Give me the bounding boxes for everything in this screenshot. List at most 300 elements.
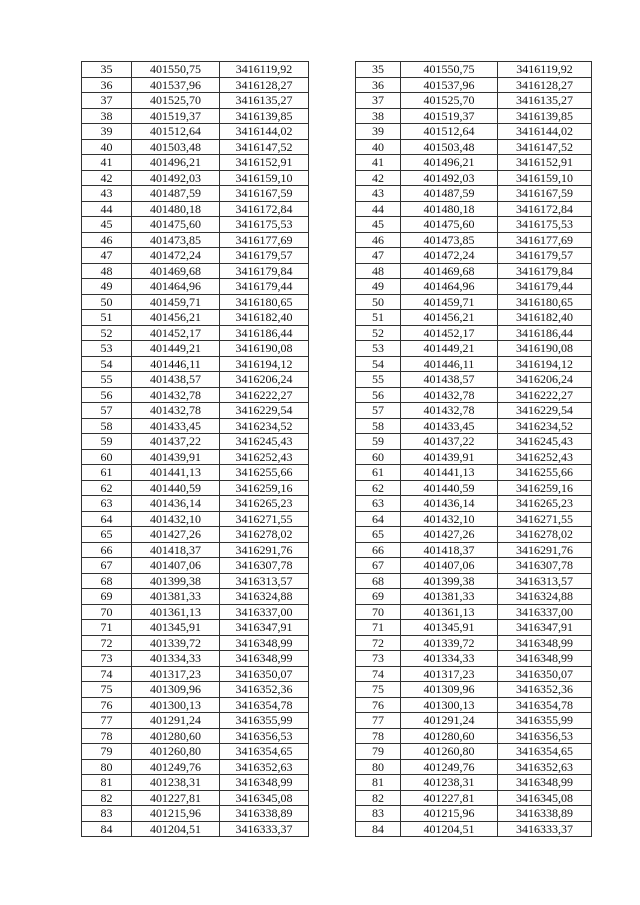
right-y-coordinate-cell: 3416338,89 [498,806,592,822]
table-row [82,325,592,341]
table-row [82,387,592,403]
table-row [82,449,592,465]
column-gap [309,108,356,124]
column-gap [309,558,356,574]
column-gap [309,294,356,310]
right-x-coordinate-cell: 401475,60 [401,217,498,233]
table-row [82,790,592,806]
left-y-coordinate-cell: 3416234,52 [220,418,309,434]
left-point-number-cell: 53 [82,341,132,357]
table-row [82,775,592,791]
right-x-coordinate-cell: 401492,03 [401,170,498,186]
right-point-number-cell: 57 [356,403,401,419]
right-point-number-cell: 37 [356,93,401,109]
left-x-coordinate-cell: 401464,96 [132,279,220,295]
right-y-coordinate-cell: 3416147,52 [498,139,592,155]
left-point-number-cell: 40 [82,139,132,155]
left-y-coordinate-cell: 3416179,84 [220,263,309,279]
table-row [82,604,592,620]
right-x-coordinate-cell: 401550,75 [401,62,498,78]
column-gap [309,325,356,341]
right-y-coordinate-cell: 3416347,91 [498,620,592,636]
table-row [82,589,592,605]
table-row [82,651,592,667]
left-point-number-cell: 65 [82,527,132,543]
left-x-coordinate-cell: 401432,78 [132,387,220,403]
left-x-coordinate-cell: 401345,91 [132,620,220,636]
column-gap [309,620,356,636]
right-y-coordinate-cell: 3416307,78 [498,558,592,574]
left-x-coordinate-cell: 401436,14 [132,496,220,512]
left-point-number-cell: 80 [82,759,132,775]
right-x-coordinate-cell: 401439,91 [401,449,498,465]
left-point-number-cell: 38 [82,108,132,124]
table-row [82,356,592,372]
table-row [82,682,592,698]
table-row [82,372,592,388]
left-point-number-cell: 64 [82,511,132,527]
left-x-coordinate-cell: 401433,45 [132,418,220,434]
right-point-number-cell: 56 [356,387,401,403]
left-x-coordinate-cell: 401480,18 [132,201,220,217]
left-y-coordinate-cell: 3416172,84 [220,201,309,217]
left-y-coordinate-cell: 3416352,63 [220,759,309,775]
left-y-coordinate-cell: 3416152,91 [220,155,309,171]
left-y-coordinate-cell: 3416186,44 [220,325,309,341]
right-y-coordinate-cell: 3416179,84 [498,263,592,279]
left-x-coordinate-cell: 401204,51 [132,821,220,837]
right-point-number-cell: 75 [356,682,401,698]
left-x-coordinate-cell: 401437,22 [132,434,220,450]
left-point-number-cell: 58 [82,418,132,434]
right-x-coordinate-cell: 401459,71 [401,294,498,310]
right-point-number-cell: 71 [356,620,401,636]
left-y-coordinate-cell: 3416128,27 [220,77,309,93]
right-x-coordinate-cell: 401215,96 [401,806,498,822]
left-point-number-cell: 47 [82,248,132,264]
right-y-coordinate-cell: 3416259,16 [498,480,592,496]
left-y-coordinate-cell: 3416206,24 [220,372,309,388]
right-point-number-cell: 48 [356,263,401,279]
right-point-number-cell: 83 [356,806,401,822]
left-x-coordinate-cell: 401215,96 [132,806,220,822]
column-gap [309,527,356,543]
right-x-coordinate-cell: 401432,78 [401,403,498,419]
left-x-coordinate-cell: 401381,33 [132,589,220,605]
column-gap [309,589,356,605]
left-point-number-cell: 81 [82,775,132,791]
table-row [82,573,592,589]
column-gap [309,713,356,729]
right-x-coordinate-cell: 401418,37 [401,542,498,558]
right-y-coordinate-cell: 3416175,53 [498,217,592,233]
table-row [82,744,592,760]
right-y-coordinate-cell: 3416186,44 [498,325,592,341]
right-point-number-cell: 68 [356,573,401,589]
right-x-coordinate-cell: 401334,33 [401,651,498,667]
column-gap [309,682,356,698]
right-x-coordinate-cell: 401446,11 [401,356,498,372]
left-point-number-cell: 83 [82,806,132,822]
left-x-coordinate-cell: 401449,21 [132,341,220,357]
right-x-coordinate-cell: 401452,17 [401,325,498,341]
left-y-coordinate-cell: 3416350,07 [220,666,309,682]
right-y-coordinate-cell: 3416355,99 [498,713,592,729]
left-x-coordinate-cell: 401361,13 [132,604,220,620]
left-x-coordinate-cell: 401475,60 [132,217,220,233]
right-point-number-cell: 39 [356,124,401,140]
left-x-coordinate-cell: 401407,06 [132,558,220,574]
left-y-coordinate-cell: 3416229,54 [220,403,309,419]
left-x-coordinate-cell: 401452,17 [132,325,220,341]
left-x-coordinate-cell: 401438,57 [132,372,220,388]
left-y-coordinate-cell: 3416345,08 [220,790,309,806]
left-x-coordinate-cell: 401227,81 [132,790,220,806]
column-gap [309,511,356,527]
right-point-number-cell: 45 [356,217,401,233]
table-row [82,186,592,202]
right-point-number-cell: 38 [356,108,401,124]
right-point-number-cell: 53 [356,341,401,357]
left-y-coordinate-cell: 3416348,99 [220,635,309,651]
left-x-coordinate-cell: 401496,21 [132,155,220,171]
left-point-number-cell: 45 [82,217,132,233]
left-point-number-cell: 70 [82,604,132,620]
left-point-number-cell: 74 [82,666,132,682]
column-gap [309,821,356,837]
left-y-coordinate-cell: 3416222,27 [220,387,309,403]
left-point-number-cell: 35 [82,62,132,78]
left-y-coordinate-cell: 3416139,85 [220,108,309,124]
right-x-coordinate-cell: 401433,45 [401,418,498,434]
column-gap [309,744,356,760]
table-row [82,542,592,558]
right-point-number-cell: 63 [356,496,401,512]
left-x-coordinate-cell: 401317,23 [132,666,220,682]
right-point-number-cell: 82 [356,790,401,806]
table-row [82,558,592,574]
right-point-number-cell: 49 [356,279,401,295]
left-x-coordinate-cell: 401399,38 [132,573,220,589]
table-row [82,248,592,264]
left-point-number-cell: 54 [82,356,132,372]
left-point-number-cell: 84 [82,821,132,837]
right-y-coordinate-cell: 3416229,54 [498,403,592,419]
left-point-number-cell: 82 [82,790,132,806]
left-y-coordinate-cell: 3416265,23 [220,496,309,512]
coordinates-table [81,61,592,837]
left-y-coordinate-cell: 3416355,99 [220,713,309,729]
left-x-coordinate-cell: 401473,85 [132,232,220,248]
left-x-coordinate-cell: 401519,37 [132,108,220,124]
right-x-coordinate-cell: 401440,59 [401,480,498,496]
left-y-coordinate-cell: 3416119,92 [220,62,309,78]
table-row [82,155,592,171]
right-point-number-cell: 67 [356,558,401,574]
left-point-number-cell: 72 [82,635,132,651]
right-y-coordinate-cell: 3416179,44 [498,279,592,295]
right-point-number-cell: 52 [356,325,401,341]
left-point-number-cell: 56 [82,387,132,403]
right-y-coordinate-cell: 3416278,02 [498,527,592,543]
left-point-number-cell: 46 [82,232,132,248]
column-gap [309,480,356,496]
table-row [82,635,592,651]
left-point-number-cell: 44 [82,201,132,217]
left-point-number-cell: 36 [82,77,132,93]
table-row [82,806,592,822]
right-y-coordinate-cell: 3416177,69 [498,232,592,248]
left-point-number-cell: 61 [82,465,132,481]
left-point-number-cell: 48 [82,263,132,279]
right-point-number-cell: 78 [356,728,401,744]
left-point-number-cell: 39 [82,124,132,140]
left-x-coordinate-cell: 401487,59 [132,186,220,202]
table-row [82,77,592,93]
table-row [82,666,592,682]
right-x-coordinate-cell: 401537,96 [401,77,498,93]
right-y-coordinate-cell: 3416333,37 [498,821,592,837]
left-x-coordinate-cell: 401432,78 [132,403,220,419]
table-row [82,713,592,729]
left-x-coordinate-cell: 401537,96 [132,77,220,93]
left-x-coordinate-cell: 401309,96 [132,682,220,698]
table-row [82,511,592,527]
left-y-coordinate-cell: 3416135,27 [220,93,309,109]
right-point-number-cell: 44 [356,201,401,217]
right-x-coordinate-cell: 401441,13 [401,465,498,481]
table-row [82,418,592,434]
left-x-coordinate-cell: 401249,76 [132,759,220,775]
left-y-coordinate-cell: 3416194,12 [220,356,309,372]
right-y-coordinate-cell: 3416194,12 [498,356,592,372]
left-point-number-cell: 42 [82,170,132,186]
left-point-number-cell: 59 [82,434,132,450]
column-gap [309,806,356,822]
column-gap [309,279,356,295]
column-gap [309,217,356,233]
table-row [82,170,592,186]
right-point-number-cell: 81 [356,775,401,791]
left-y-coordinate-cell: 3416167,59 [220,186,309,202]
right-x-coordinate-cell: 401438,57 [401,372,498,388]
left-y-coordinate-cell: 3416333,37 [220,821,309,837]
right-x-coordinate-cell: 401456,21 [401,310,498,326]
left-y-coordinate-cell: 3416177,69 [220,232,309,248]
left-y-coordinate-cell: 3416352,36 [220,682,309,698]
right-x-coordinate-cell: 401249,76 [401,759,498,775]
right-point-number-cell: 51 [356,310,401,326]
column-gap [309,93,356,109]
column-gap [309,124,356,140]
right-x-coordinate-cell: 401469,68 [401,263,498,279]
left-point-number-cell: 50 [82,294,132,310]
right-y-coordinate-cell: 3416179,57 [498,248,592,264]
left-x-coordinate-cell: 401503,48 [132,139,220,155]
right-point-number-cell: 35 [356,62,401,78]
left-x-coordinate-cell: 401469,68 [132,263,220,279]
right-y-coordinate-cell: 3416345,08 [498,790,592,806]
left-y-coordinate-cell: 3416179,44 [220,279,309,295]
left-x-coordinate-cell: 401280,60 [132,728,220,744]
left-y-coordinate-cell: 3416245,43 [220,434,309,450]
left-x-coordinate-cell: 401472,24 [132,248,220,264]
column-gap [309,465,356,481]
right-point-number-cell: 46 [356,232,401,248]
right-point-number-cell: 77 [356,713,401,729]
left-point-number-cell: 77 [82,713,132,729]
right-x-coordinate-cell: 401503,48 [401,139,498,155]
left-y-coordinate-cell: 3416338,89 [220,806,309,822]
right-point-number-cell: 65 [356,527,401,543]
column-gap [309,496,356,512]
left-point-number-cell: 62 [82,480,132,496]
left-point-number-cell: 43 [82,186,132,202]
table-row [82,728,592,744]
left-point-number-cell: 66 [82,542,132,558]
left-y-coordinate-cell: 3416147,52 [220,139,309,155]
left-y-coordinate-cell: 3416179,57 [220,248,309,264]
column-gap [309,418,356,434]
right-y-coordinate-cell: 3416352,36 [498,682,592,698]
right-x-coordinate-cell: 401480,18 [401,201,498,217]
left-x-coordinate-cell: 401512,64 [132,124,220,140]
table-row [82,279,592,295]
left-point-number-cell: 71 [82,620,132,636]
left-y-coordinate-cell: 3416144,02 [220,124,309,140]
column-gap [309,728,356,744]
left-x-coordinate-cell: 401432,10 [132,511,220,527]
left-x-coordinate-cell: 401334,33 [132,651,220,667]
table-row [82,527,592,543]
column-gap [309,77,356,93]
right-y-coordinate-cell: 3416139,85 [498,108,592,124]
right-y-coordinate-cell: 3416350,07 [498,666,592,682]
left-point-number-cell: 75 [82,682,132,698]
table-row [82,232,592,248]
left-point-number-cell: 41 [82,155,132,171]
right-x-coordinate-cell: 401260,80 [401,744,498,760]
column-gap [309,186,356,202]
left-point-number-cell: 49 [82,279,132,295]
right-y-coordinate-cell: 3416190,08 [498,341,592,357]
right-point-number-cell: 70 [356,604,401,620]
right-point-number-cell: 84 [356,821,401,837]
column-gap [309,666,356,682]
left-y-coordinate-cell: 3416313,57 [220,573,309,589]
column-gap [309,139,356,155]
right-y-coordinate-cell: 3416182,40 [498,310,592,326]
right-x-coordinate-cell: 401238,31 [401,775,498,791]
right-x-coordinate-cell: 401427,26 [401,527,498,543]
left-x-coordinate-cell: 401459,71 [132,294,220,310]
left-y-coordinate-cell: 3416190,08 [220,341,309,357]
left-y-coordinate-cell: 3416271,55 [220,511,309,527]
right-point-number-cell: 62 [356,480,401,496]
table-row [82,620,592,636]
left-point-number-cell: 51 [82,310,132,326]
right-point-number-cell: 41 [356,155,401,171]
left-x-coordinate-cell: 401441,13 [132,465,220,481]
right-x-coordinate-cell: 401512,64 [401,124,498,140]
left-y-coordinate-cell: 3416291,76 [220,542,309,558]
column-gap [309,651,356,667]
left-point-number-cell: 63 [82,496,132,512]
left-x-coordinate-cell: 401291,24 [132,713,220,729]
left-x-coordinate-cell: 401446,11 [132,356,220,372]
left-point-number-cell: 57 [82,403,132,419]
left-y-coordinate-cell: 3416307,78 [220,558,309,574]
right-y-coordinate-cell: 3416348,99 [498,651,592,667]
left-point-number-cell: 76 [82,697,132,713]
right-point-number-cell: 66 [356,542,401,558]
right-y-coordinate-cell: 3416119,92 [498,62,592,78]
right-y-coordinate-cell: 3416180,65 [498,294,592,310]
table-row [82,434,592,450]
left-x-coordinate-cell: 401427,26 [132,527,220,543]
right-point-number-cell: 55 [356,372,401,388]
column-gap [309,248,356,264]
left-y-coordinate-cell: 3416259,16 [220,480,309,496]
column-gap [309,697,356,713]
right-y-coordinate-cell: 3416265,23 [498,496,592,512]
right-y-coordinate-cell: 3416206,24 [498,372,592,388]
right-point-number-cell: 73 [356,651,401,667]
right-x-coordinate-cell: 401473,85 [401,232,498,248]
left-point-number-cell: 73 [82,651,132,667]
right-y-coordinate-cell: 3416252,43 [498,449,592,465]
column-gap [309,310,356,326]
right-point-number-cell: 58 [356,418,401,434]
right-y-coordinate-cell: 3416128,27 [498,77,592,93]
right-x-coordinate-cell: 401464,96 [401,279,498,295]
left-x-coordinate-cell: 401439,91 [132,449,220,465]
right-y-coordinate-cell: 3416356,53 [498,728,592,744]
left-y-coordinate-cell: 3416175,53 [220,217,309,233]
right-point-number-cell: 60 [356,449,401,465]
right-x-coordinate-cell: 401381,33 [401,589,498,605]
column-gap [309,356,356,372]
left-y-coordinate-cell: 3416182,40 [220,310,309,326]
right-point-number-cell: 69 [356,589,401,605]
right-point-number-cell: 74 [356,666,401,682]
left-point-number-cell: 68 [82,573,132,589]
left-x-coordinate-cell: 401300,13 [132,697,220,713]
right-x-coordinate-cell: 401300,13 [401,697,498,713]
column-gap [309,604,356,620]
right-y-coordinate-cell: 3416354,65 [498,744,592,760]
right-x-coordinate-cell: 401361,13 [401,604,498,620]
right-y-coordinate-cell: 3416255,66 [498,465,592,481]
right-point-number-cell: 54 [356,356,401,372]
right-y-coordinate-cell: 3416144,02 [498,124,592,140]
right-y-coordinate-cell: 3416348,99 [498,635,592,651]
left-x-coordinate-cell: 401260,80 [132,744,220,760]
left-y-coordinate-cell: 3416354,65 [220,744,309,760]
left-y-coordinate-cell: 3416348,99 [220,651,309,667]
left-point-number-cell: 69 [82,589,132,605]
column-gap [309,635,356,651]
left-y-coordinate-cell: 3416255,66 [220,465,309,481]
table-row [82,759,592,775]
right-x-coordinate-cell: 401472,24 [401,248,498,264]
right-x-coordinate-cell: 401437,22 [401,434,498,450]
right-x-coordinate-cell: 401525,70 [401,93,498,109]
left-x-coordinate-cell: 401418,37 [132,542,220,558]
table-row [82,480,592,496]
left-point-number-cell: 60 [82,449,132,465]
right-x-coordinate-cell: 401436,14 [401,496,498,512]
